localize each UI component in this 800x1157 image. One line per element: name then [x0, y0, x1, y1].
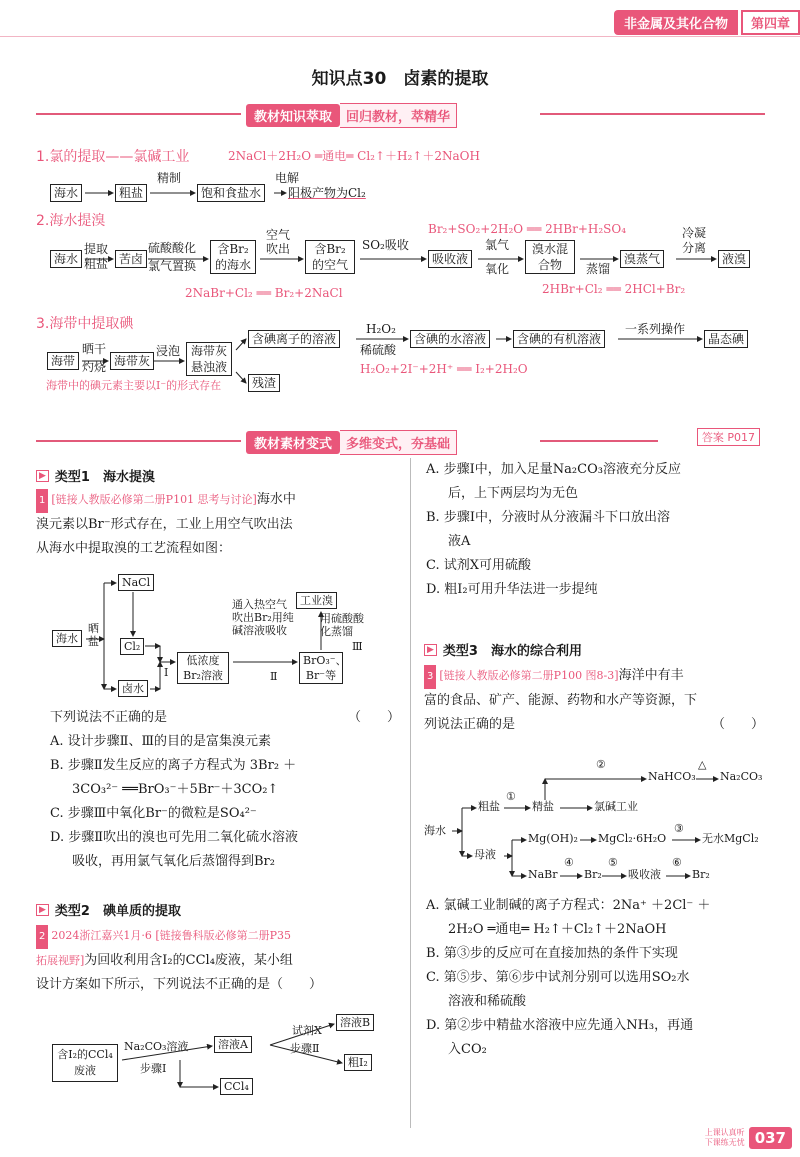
- type1-heading: [36, 466, 155, 485]
- q2-box-waste: 含I₂的CCl₄废液: [52, 1044, 118, 1082]
- s3-box-aq: 含碘的水溶液: [410, 330, 490, 348]
- q3-lbl-mother: 母液: [474, 848, 496, 861]
- chapter-label: 第四章: [741, 10, 800, 35]
- s3-box-org: 含碘的有机溶液: [513, 330, 605, 348]
- s2-box-bittern: 苦卤: [115, 250, 147, 268]
- q2-options: [426, 458, 771, 602]
- q3-lbl-step2: ②: [596, 758, 606, 771]
- q2-box-soln-b: 溶液B: [336, 1014, 374, 1031]
- q1-stem: [36, 488, 396, 561]
- s1-label-electrolysis: 电解: [275, 171, 300, 185]
- q3-lbl-na2co3: Na₂CO₃: [720, 770, 763, 783]
- s2-eq3: 2HBr+Cl₂ ══ 2HCl+Br₂: [542, 282, 686, 296]
- banner1-sub: 回归教材，萃精华: [340, 103, 457, 128]
- subject-label: 非金属及其化合物: [614, 10, 738, 35]
- q1-box-seawater: 海水: [52, 630, 82, 647]
- play-icon: ▶: [424, 644, 437, 656]
- s2-label-oxidize: 氧化: [485, 262, 510, 276]
- q1-opt-d[interactable]: D. 步骤Ⅱ吹出的溴也可先用二氧化硫水溶液: [50, 830, 299, 845]
- q2-label-step1: 步骤Ⅰ: [140, 1062, 167, 1075]
- q1-label-sun: 晒盐: [88, 622, 99, 648]
- s2-label-extract: 提取粗盐: [84, 242, 109, 271]
- q1-opt-b[interactable]: B. 步骤Ⅱ发生反应的离子方程式为 3Br₂ ＋: [50, 758, 297, 773]
- s3-label-soak: 浸泡: [156, 344, 181, 358]
- banner-variants: [246, 430, 457, 455]
- q3-stem: [424, 664, 774, 737]
- q2-source2: 拓展视野]: [36, 954, 85, 967]
- s2-eq1: Br₂+SO₂+2H₂O ══ 2HBr+H₂SO₄: [428, 222, 627, 236]
- q1-box-cl2: Cl₂: [120, 638, 144, 655]
- q1-paren: （ ）: [347, 710, 400, 725]
- q1-label-blow: 通入热空气吹出Br₂用纯碱溶液吸收: [232, 598, 294, 637]
- q2-stem2: 为回收利用含I₂的CCl₄废液，某小组: [84, 953, 293, 968]
- q1-source: [链接人教版必修第二册P101 思考与讨论]: [51, 493, 257, 506]
- q1-box-bro3: BrO₃⁻、Br⁻等: [299, 652, 343, 684]
- s1-box-seawater: 海水: [50, 184, 82, 202]
- q3-lbl-step4: ④: [564, 856, 574, 869]
- s3-label-ops: 一系列操作: [625, 322, 686, 336]
- s3-box-suspension: 海带灰悬浊液: [186, 342, 232, 376]
- q3-opt-c2: 溶液和稀硫酸: [448, 994, 527, 1009]
- answer-reference: 答案 P017: [697, 428, 760, 446]
- s2-eq2: 2NaBr+Cl₂ ══ Br₂+2NaCl: [185, 286, 343, 300]
- q2-label-na2co3: Na₂CO₃溶液: [124, 1040, 189, 1053]
- q3-paren: （ ）: [711, 717, 764, 732]
- q3-stem1: 海洋中有丰: [618, 668, 684, 683]
- s3-label-dry: 晒干: [82, 342, 107, 356]
- s3-heading: 3.海带中提取碘: [36, 316, 134, 332]
- play-icon: ▶: [36, 904, 49, 916]
- s2-box-bromine-mix: 溴水混合物: [525, 240, 575, 274]
- banner2-main: 教材素材变式: [246, 431, 340, 454]
- q1-box-brine: 卤水: [118, 680, 148, 697]
- q1-opt-b2: 3CO₃²⁻ ══BrO₃⁻＋5Br⁻＋3CO₂↑: [72, 782, 279, 797]
- q3-lbl-br2a: Br₂: [584, 868, 602, 881]
- banner2-rule-right: [540, 440, 658, 442]
- s1-box-crude-salt: 粗盐: [115, 184, 147, 202]
- q3-lbl-mgoh2: Mg(OH)₂: [528, 832, 578, 845]
- banner1-main: 教材知识萃取: [246, 104, 340, 127]
- s1-equation: 2NaCl＋2H₂O ═通电═ Cl₂↑＋H₂↑＋2NaOH: [228, 149, 480, 163]
- q3-lbl-nahco3: NaHCO₃: [648, 770, 696, 783]
- s3-box-crystal: 晶态碘: [704, 330, 748, 348]
- s3-label-burn: 灼烧: [82, 360, 107, 374]
- q3-lbl-mgcl2-hydrate: MgCl₂·6H₂O: [598, 832, 667, 845]
- s2-label-chlorine: 氯气置换: [148, 259, 197, 273]
- q1-options: [50, 706, 400, 874]
- banner1-rule-right: [540, 113, 765, 115]
- q1-box-lowbr2: 低浓度Br₂溶液: [177, 652, 229, 684]
- banner-knowledge: [246, 103, 457, 128]
- type3-heading: [424, 640, 582, 659]
- q3-lbl-chloralkali: 氯碱工业: [594, 800, 638, 813]
- s2-box-absorb: 吸收液: [428, 250, 472, 268]
- s2-box-vapor: 溴蒸气: [620, 250, 664, 268]
- q2-label-step2: 步骤Ⅱ: [290, 1042, 320, 1055]
- q2-opt-c[interactable]: C. 试剂X可用硫酸: [426, 558, 532, 573]
- banner2-rule-left: [36, 440, 241, 442]
- s2-box-br2-air: 含Br₂的空气: [305, 240, 355, 274]
- s3-box-residue: 残渣: [248, 374, 280, 392]
- q2-source1: 2024浙江嘉兴1月·6 [链接鲁科版必修第二册P35: [51, 929, 292, 942]
- banner2-sub: 多维变式，夯基础: [340, 430, 457, 455]
- q1-label-ii: Ⅱ: [270, 670, 278, 683]
- q3-lbl-refined: 精盐: [532, 800, 554, 813]
- q1-ask: 下列说法不正确的是: [50, 710, 168, 725]
- s2-label-acidify: 硫酸酸化: [148, 241, 197, 255]
- q3-number: 3: [424, 665, 436, 689]
- q3-lbl-br2b: Br₂: [692, 868, 710, 881]
- q3-lbl-step1: ①: [506, 790, 516, 803]
- q3-lbl-step5: ⑤: [608, 856, 618, 869]
- q3-lbl-seawater: 海水: [424, 824, 446, 837]
- page-footer: [705, 1127, 792, 1149]
- header-rule: [0, 36, 800, 37]
- q1-opt-a[interactable]: A. 设计步骤Ⅱ、Ⅲ的目的是富集溴元素: [50, 734, 272, 749]
- type2-label: 类型2 碘单质的提取: [54, 904, 181, 919]
- s2-label-distill: 蒸馏: [586, 262, 611, 276]
- q3-opt-b[interactable]: B. 第③步的反应可在直接加热的条件下实现: [426, 946, 678, 961]
- q1-label-acidify: 用硫酸酸化蒸馏: [320, 612, 364, 638]
- footer-motto: [705, 1128, 745, 1148]
- page-number: 037: [749, 1127, 792, 1149]
- s3-box-kelp: 海带: [47, 352, 79, 370]
- s3-label-h2o2: H₂O₂: [366, 322, 396, 336]
- q2-opt-d[interactable]: D. 粗I₂可用升华法进一步提纯: [426, 582, 598, 597]
- s2-label-condense: 冷凝: [682, 226, 707, 240]
- q3-lbl-anhydrous: 无水MgCl₂: [702, 832, 759, 845]
- q3-lbl-nabr: NaBr: [528, 868, 558, 881]
- q3-opt-a2: 2H₂O ═通电═ H₂↑＋Cl₂↑＋2NaOH: [448, 922, 667, 937]
- q1-box-nacl: NaCl: [118, 574, 154, 591]
- q3-lbl-absorb: 吸收液: [628, 868, 661, 881]
- page-title: 知识点30 卤素的提取: [311, 69, 489, 89]
- s1-label-refine: 精制: [157, 171, 182, 185]
- s3-box-ash: 海带灰: [110, 352, 154, 370]
- q2-number: 2: [36, 925, 48, 949]
- q2-opt-b2: 液A: [448, 534, 471, 549]
- footer-motto-2: 下课练无忧: [704, 1138, 745, 1147]
- q1-label-i: Ⅰ: [164, 666, 169, 679]
- q3-lbl-step3: ③: [674, 822, 684, 835]
- s2-label-separate: 分离: [682, 241, 707, 255]
- s1-box-brine: 饱和食盐水: [197, 184, 265, 202]
- q1-opt-d2: 吸收，再用氯气氧化后蒸馏得到Br₂: [72, 854, 275, 869]
- q2-box-crude-i2: 粗I₂: [344, 1054, 372, 1071]
- q3-options: [426, 894, 776, 1062]
- banner1-rule-left: [36, 113, 241, 115]
- s1-anode: 阳极产物为Cl₂: [288, 186, 366, 200]
- footer-motto-1: 上课认真听: [704, 1128, 745, 1137]
- q2-opt-a[interactable]: A. 步骤Ⅰ中，加入足量Na₂CO₃溶液充分反应: [426, 462, 681, 477]
- q1-number: 1: [36, 489, 48, 513]
- q2-opt-a2: 后，上下两层均为无色: [448, 486, 579, 501]
- s3-box-iodide: 含碘离子的溶液: [248, 330, 340, 348]
- q1-label-iii: Ⅲ: [352, 640, 363, 653]
- type2-heading: [36, 900, 181, 919]
- s2-heading: 2.海水提溴: [36, 213, 106, 229]
- s3-note: 海带中的碘元素主要以I⁻的形式存在: [46, 379, 222, 392]
- q3-lbl-heat: △: [698, 758, 707, 771]
- type1-label: 类型1 海水提溴: [54, 470, 155, 485]
- s3-eq: H₂O₂+2I⁻+2H⁺ ══ I₂+2H₂O: [360, 362, 528, 376]
- q2-opt-b[interactable]: B. 步骤Ⅰ中，分液时从分液漏斗下口放出溶: [426, 510, 670, 525]
- q1-stem1: 海水中: [256, 492, 296, 507]
- s1-heading: 1.氯的提取——氯碱工业: [36, 149, 190, 165]
- q2-box-ccl4: CCl₄: [220, 1078, 253, 1095]
- s2-label-cl2: 氯气: [485, 238, 510, 252]
- play-icon: ▶: [36, 470, 49, 482]
- s2-box-seawater: 海水: [50, 250, 82, 268]
- column-divider: [410, 458, 411, 1128]
- q3-stem3: 列说法正确的是: [424, 717, 516, 732]
- q1-stem3: 从海水中提取溴的工艺流程如图：: [36, 541, 232, 556]
- q2-stem: [36, 924, 396, 997]
- s2-label-blow: 空气吹出: [266, 228, 291, 256]
- q2-box-soln-a: 溶液A: [214, 1036, 252, 1053]
- q1-box-industrial: 工业溴: [296, 592, 337, 609]
- chapter-header: [614, 8, 800, 36]
- s2-label-so2: SO₂吸收: [362, 238, 409, 252]
- q1-stem2: 溴元素以Br⁻形式存在，工业上用空气吹出法: [36, 517, 293, 532]
- q3-lbl-crude: 粗盐: [478, 800, 500, 813]
- q3-opt-d2: 入CO₂: [448, 1042, 487, 1057]
- q2-stem3: 设计方案如下所示，下列说法不正确的是（ ）: [36, 977, 323, 992]
- q3-opt-d[interactable]: D. 第②步中精盐水溶液中应先通入NH₃，再通: [426, 1018, 694, 1033]
- s3-label-h2so4: 稀硫酸: [360, 343, 397, 357]
- q2-label-reagent: 试剂X: [292, 1024, 322, 1037]
- s2-box-br2-seawater: 含Br₂的海水: [210, 240, 256, 274]
- q3-opt-c[interactable]: C. 第⑤步、第⑥步中试剂分别可以选用SO₂水: [426, 970, 690, 985]
- q3-lbl-step6: ⑥: [672, 856, 682, 869]
- type3-label: 类型3 海水的综合利用: [442, 644, 582, 659]
- q3-stem2: 富的食品、矿产、能源、药物和水产等资源，下: [424, 693, 698, 708]
- q3-opt-a[interactable]: A. 氯碱工业制碱的离子方程式：2Na⁺ ＋2Cl⁻ ＋: [426, 898, 711, 913]
- q1-opt-c[interactable]: C. 步骤Ⅲ中氧化Br⁻的微粒是SO₄²⁻: [50, 806, 257, 821]
- s2-box-liquid: 液溴: [718, 250, 750, 268]
- q3-source: [链接人教版必修第二册P100 图8-3]: [439, 669, 619, 682]
